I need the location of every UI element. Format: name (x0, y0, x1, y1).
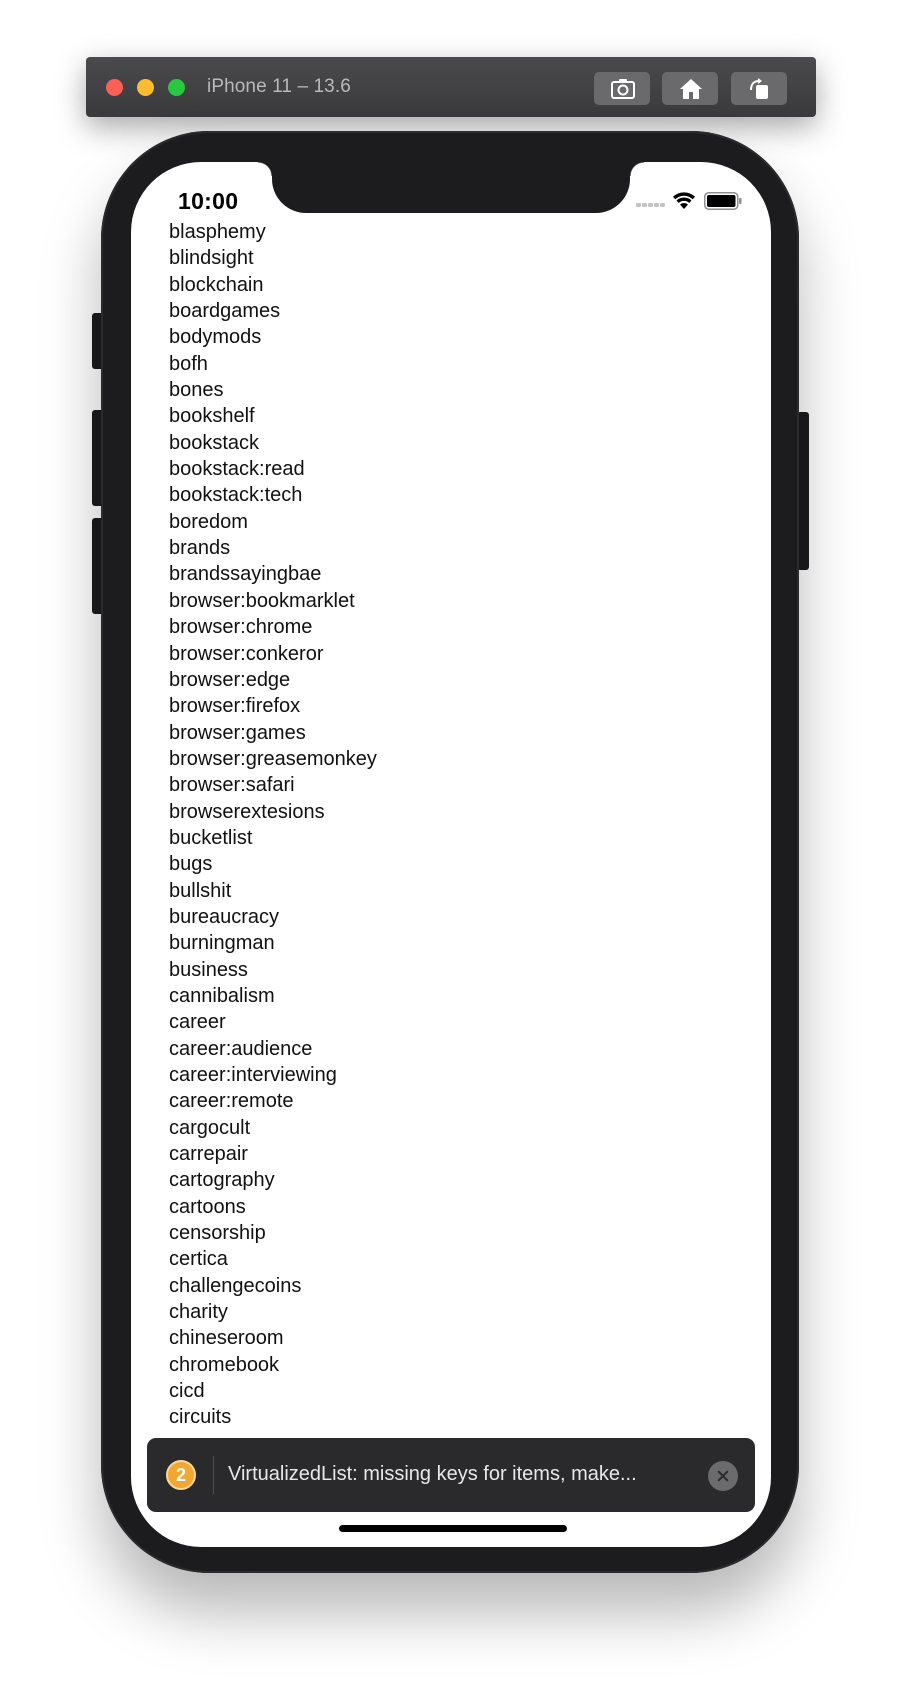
list-item[interactable]: browser:firefox (169, 695, 301, 718)
warning-message: VirtualizedList: missing keys for items, make... (228, 1463, 637, 1485)
list-item[interactable]: challengecoins (169, 1274, 302, 1297)
list-item[interactable]: browser:bookmarklet (169, 589, 355, 612)
list-item[interactable]: blockchain (169, 273, 264, 296)
list-item[interactable]: career:interviewing (169, 1064, 337, 1086)
home-icon (679, 78, 703, 100)
list-item[interactable]: brandssayingbae (169, 563, 322, 586)
list-item[interactable]: charity (169, 1301, 228, 1324)
list-item[interactable]: cartoons (169, 1195, 246, 1218)
rotate-button[interactable] (731, 72, 787, 105)
list-item[interactable]: bodymods (169, 326, 262, 349)
list-item[interactable]: cannibalism (169, 984, 275, 1007)
battery-icon (704, 192, 742, 210)
list-item[interactable]: chromebook (169, 1353, 280, 1376)
close-window-button[interactable] (106, 79, 123, 96)
tag-list[interactable] (131, 221, 771, 1435)
list-item[interactable]: boredom (169, 510, 248, 533)
list-item[interactable]: blasphemy (169, 221, 266, 243)
list-item[interactable]: cartography (169, 1169, 275, 1192)
close-icon[interactable] (708, 1461, 738, 1491)
list-item[interactable]: browser:games (169, 721, 306, 744)
screenshot-button[interactable] (594, 72, 650, 105)
device-notch (272, 162, 630, 213)
list-item[interactable]: bugs (169, 853, 213, 876)
wifi-icon (671, 190, 697, 210)
list-item[interactable]: bookshelf (169, 405, 255, 428)
list-item[interactable]: bookstack:read (169, 458, 305, 481)
list-item[interactable]: brands (169, 537, 231, 560)
list-item[interactable]: bofh (169, 352, 208, 375)
list-item[interactable]: browser:chrome (169, 616, 313, 639)
list-item[interactable]: browser:greasemonkey (169, 747, 377, 770)
home-button[interactable] (662, 72, 718, 105)
list-item[interactable]: carrepair (169, 1143, 248, 1166)
list-item[interactable]: business (169, 958, 248, 981)
device-title: iPhone 11 – 13.6 (207, 76, 351, 97)
list-item[interactable]: blindsight (169, 247, 254, 270)
list-item[interactable]: browser:conkeror (169, 642, 324, 665)
tag-list-content (169, 219, 377, 1431)
list-item[interactable]: bullshit (169, 879, 232, 902)
list-item[interactable]: bucketlist (169, 826, 253, 849)
simulator-title-bar (86, 57, 816, 117)
list-item[interactable]: browser:edge (169, 668, 291, 691)
list-item[interactable]: circuits (169, 1406, 232, 1429)
list-item[interactable]: boardgames (169, 300, 281, 323)
rotate-icon (748, 78, 772, 100)
list-item[interactable]: browser:safari (169, 774, 295, 797)
list-item[interactable]: certica (169, 1248, 228, 1271)
list-item[interactable]: career:remote (169, 1090, 294, 1113)
camera-icon (611, 78, 635, 100)
warning-count-badge: 2 (166, 1460, 196, 1490)
list-item[interactable]: burningman (169, 932, 275, 955)
home-indicator[interactable] (339, 1525, 567, 1532)
list-item[interactable]: chineseroom (169, 1327, 284, 1350)
list-item[interactable]: bureaucracy (169, 905, 280, 928)
minimize-window-button[interactable] (137, 79, 154, 96)
warning-divider (213, 1456, 214, 1494)
list-item[interactable]: bones (169, 379, 224, 402)
yellowbox-warning[interactable] (147, 1438, 755, 1512)
list-item[interactable]: cargocult (169, 1116, 251, 1139)
status-time: 10:00 (178, 188, 239, 214)
list-item[interactable]: career:audience (169, 1037, 313, 1060)
list-item[interactable]: career (169, 1011, 226, 1034)
zoom-window-button[interactable] (168, 79, 185, 96)
list-item[interactable]: cicd (169, 1380, 205, 1403)
list-item[interactable]: bookstack:tech (169, 484, 303, 507)
list-item[interactable]: censorship (169, 1222, 266, 1245)
phone-screen (131, 162, 771, 1547)
list-item[interactable]: bookstack (169, 431, 260, 454)
cellular-signal-icon (636, 201, 666, 207)
list-item[interactable]: browserextesions (169, 800, 325, 823)
